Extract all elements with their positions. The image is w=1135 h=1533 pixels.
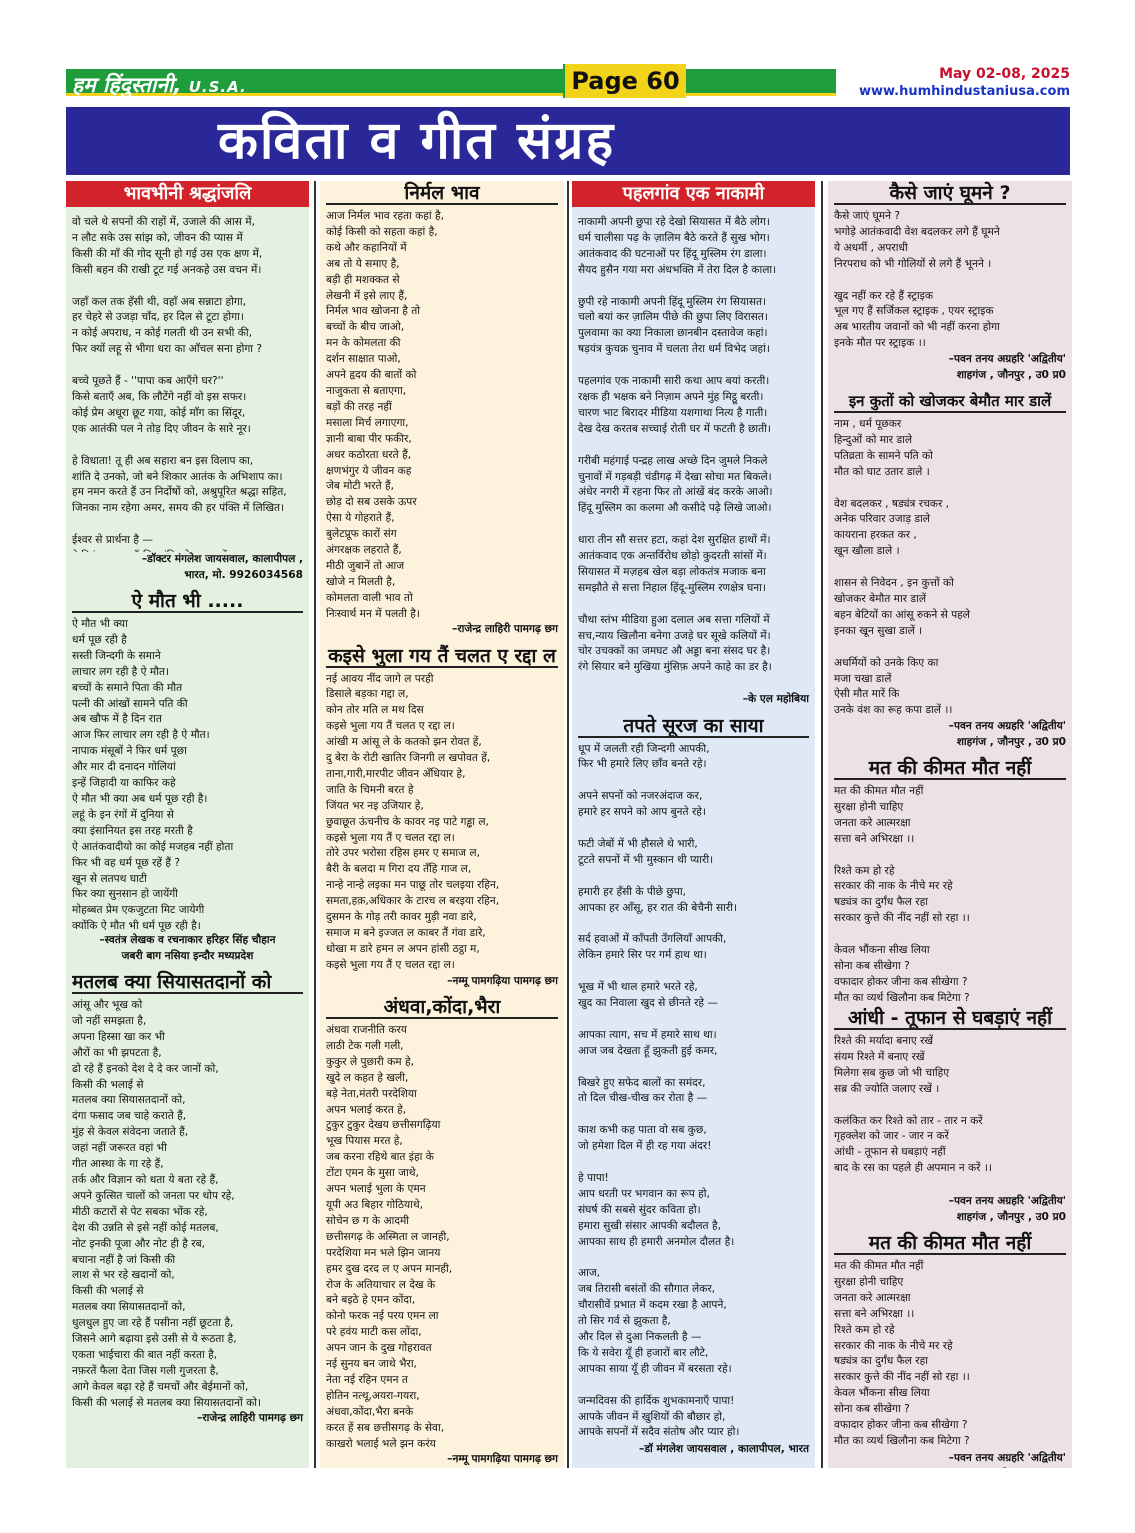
page-number: Page 60 <box>571 67 680 95</box>
section-banner <box>66 107 1070 175</box>
poem-title: कइसे भुला गय तैं चलत ए रद्दा ल <box>326 644 558 668</box>
poem <box>66 181 309 583</box>
poem-author: –नम्मू पामगढ़िया पामगढ़ छग <box>447 1453 558 1465</box>
poem-body: नाम , धर्म पूछकर हिन्दुओं को मार डाले पतिव्रता के सामने पति को मौत को घाट उतार डाले । वेश बदलकर , षड्यंत्र रचकर , अनेक परिवार उजाड़ डाले कायराना हरकत कर , खून खौला डाले । शासन से निवेदन , इन कुत्तों को खोजकर बेमौत मार डालें बहन बेटियों का आंसू रुकने से पहले इनका खून सुखा डालें । अधर्मियों को उनके किए का मजा चखा डालें ऐसी मौत मारें कि उनके वंश का रूह कपा डालें ।। <box>834 418 970 717</box>
website-link[interactable]: www.humhindustaniusa.com <box>858 84 1070 99</box>
poem-body: कैसे जाएं घूमने ? भगोड़े आतंकवादी वेश बदलकर लगे हैं घूमने ये अधर्मी , अपराधी निरपराध को भी गोलियों से लगे हैं भूनने । खुद नहीं कर रहे हैं स्ट्राइक भूल गए हैं सर्जिकल स्ट्राइक , एयर स्ट्राइक अब भारतीय जवानों को भी नहीं करना होगा इनके मौत पर स्ट्राइक ।। <box>834 210 1000 350</box>
poem-title: आंधी - तूफान से घबड़ाएं नहीं <box>834 1006 1066 1030</box>
poem <box>572 181 815 708</box>
column-divider <box>314 181 316 1468</box>
poem-author: –के एल महोबिया <box>742 693 809 705</box>
poem <box>828 1231 1072 1468</box>
poem-author: –डॉ मंगलेश जायसवाल , कालापीपल, भारत <box>639 1442 809 1455</box>
poem-body: ऐ मौत भी क्या धर्म पूछ रही है सस्ती जिन्दगी के समाने लाचार लग रही है ऐ मौत। बच्चों के समाने पिता की मौत पत्नी की आंखों सामने पति की अब खौफ में है दिन रात आज फिर लाचार लग रही है ऐ मौत। नापाक मंसूबों ने फिर धर्म पूछा और मार दी दनादन गोलियां इन्हें जिहादी या काफिर कहे ऐ मौत भी क्या अब धर्म पूछ रही है। लहूं के इन रंगों में दुनिया से क्या इंसानियत इस तरह मरती है ऐ आतंकवादीयो का कोई मजहब नहीं होता फिर भी वह धर्म पूछ रहें हैं ? खून से लतपथ घाटी फिर क्या सुनसान हो जायेंगी मोहब्बत प्रेम एकजुटता मिट जायेगी क्योंकि ऐ मौत भी धर्म पूछ रही है। <box>72 618 234 933</box>
poem <box>572 714 815 1458</box>
poem <box>828 1006 1072 1225</box>
poem-author: –नम्मू पामगढ़िया पामगढ़ छग <box>447 974 558 987</box>
poem <box>828 756 1072 1006</box>
poem-body: धूप में जलती रही जिन्दगी आपकी, फिर भी हमारे लिए छाँव बनते रहे। अपने सपनों को नजरअंदाज कर, हमारे हर सपने को आप बुनते रहे। फटी जेबों में भी हौसले थे भारी, टूटते सपनों में भी मुस्कान थी प्यारी। हमारी हर हँसी के पीछे छुपा, आपका हर आँसू, हर रात की बेचैनी सारी। सर्द हवाओं में काँपती उँगलियाँ आपकी, लेकिन हमारे सिर पर गर्म हाथ था। भूख में भी थाल हमारे भरते रहे, खुद का निवाला खुद से छीनते रहे — आपका त्याग, सच में हमारे साथ था। आज जब देखता हूँ झुकती हुई कमर, बिखरे हुए सफेद बालों का समंदर, तो दिल चीख-चीख कर रोता है — काश कभी कह पाता वो सब कुछ, जो हमेशा दिल में ही रह गया अंदर! हे पापा! आप धरती पर भगवान का रूप हो, संघर्ष की सबसे सुंदर कविता हो। हमारा सुखी संसार आपकी बदौलत है, आपका साथ ही हमारी अनमोल दौलत है। आज, जब तिरासी बसंतों की सौगात लेकर, चौरासीवें प्रभात में कदम रखा है आपने, तो सिर गर्व से झुकता है, और दिल से दुआ निकलती है — कि ये सवेरा यूँ ही हजारों बार लौटे, आपका साया यूँ ही जीवन में बरसता रहे। जन्मदिवस की हार्दिक शुभकामनाएँ पापा! आपके जीवन में खुशियों की बौछार हो, आपके सपनों में सदैव संतोष और प्यार हो। <box>578 742 740 1439</box>
poem-body: नई आवय नींद जागे ल परही डिसाले बड़का गद्दा ल, कोन तोर मति ल मथ दिस कइसे भुला गय तैं चलत ए रद्दा ल। आंखी म आंसू ले के कतको झन रोवत हें, दु बेरा के रोटी खातिर जिनगी ल खपोवत हें, ताना,गारी,मारपीट जीवन अँधियार हे, जाति के चिमनी बरत हे जिंयत भर नइ उजियार हे, छुवाछूत ऊंचनीच के कावर नइ पाटे गड्ढा ल, कइसे भुला गय तैं ए चलत रद्दा ल। तोरे उपर भरोसा रहिस हमर ए समाज ल, बैरी के बलदा म गिरा दय तँहि गाज ल, नान्हे नान्हे लइका मन पाछू तोर चलइया रहिन, समता,हक़,अधिकार के टारच ल बरइया रहिन, दुसमन के गोड़ तरी कावर मुड़ी नवा डारे, समाज म बने इज्जत ल काबर तैं गंवा डारे, धोखा म डारे हमन ल अपन हांसी ठट्ठा म, कइसे भुला गय तैं ए चलत रद्दा ल। <box>326 672 500 971</box>
poem-title: पहलगांव एक नाकामी <box>572 181 815 207</box>
poem-title: मत की कीमत मौत नहीं <box>834 756 1066 780</box>
poem-body: मत की कीमत मौत नहीं सुरक्षा होनी चाहिए जनता करे आत्मरक्षा सत्ता बने अभिरक्षा ।। रिश्ते कम हो रहे सरकार की नाक के नीचे मर रहे षड्यंत्र का दुर्गंध फैल रहा सरकार कुत्ते की नींद नहीं सो रहा ।। केवल भौंकना सीख लिया सोना कब सीखेगा ? वफादार होकर जीना कब सीखेगा ? मौत का व्यर्थ खिलौना कब मिटेगा ? <box>834 785 970 1004</box>
poem-body: अंधवा राजनीति करय लाठी टेक गली गली, कुकुर ले पुछारी कम हे, खुदे ल कहत हे खली, बड़े नेता,मंतरी परदेशिया अपन भलाई करत हे, टुकुर टुकुर देखय छत्तीसगढ़िया भूख पियास मरत हे, जब करना रहिथे बात इंहा के टोंटा एमन के मुसा जाथे, अपन भलाई भुला के एमन यूपी अउ बिहार गोठियाथे, सोचेन छ ग के आदमी छत्तीसगढ़ के अस्मिता ल जानही, परदेशिया मन भले झिन जानय हमर दुख दरद ल ए अपन मानही, रोज के अतियाचार ल देख के बने बइठे हे एमन कोंदा, कोनो फरक नई परय एमन ला परे हवंय माटी कस लोंदा, अपन जान के दुख गोहरावत नई सुनय बन जाथे भैरा, नेता नई रहिन एमन त होतिन नत्थू,अयरा-गयरा, अंधवा,कोंदा,भैरा बनके करत हें सब छत्तीसगढ़ के सेवा, काखरो भलाई भले झन करंय <box>326 1024 453 1450</box>
poem-title: इन कुतों को खोजकर बेमौत मार डालें <box>834 389 1066 413</box>
poem-body: नाकामी अपनी छुपा रहे देखो सियासत में बैठे लोग। धर्म चालीसा पढ़ के ज़ालिम बैठे करते हैं सुख भोग। आतंकवाद की घटनाओं पर हिंदू मुस्लिम रंग डाला। सैयद हुसैन गया मरा अंधभक्ति में तेरा दिल है काला। छुपी रहे नाकामी अपनी हिंदू मुस्लिम रंग सियासत। चलो बयां कर ज़ालिम पीछे की छुपा लिए विरासत। पुलवामा का क्या निकाला छानबीन दस्तावेज कहां। षड़यंत्र कुचक्र चुनाव में चलता तेरा धर्म विभेद जहां। पहलगांव एक नाकामी सारी कथा आप बयां करती। रक्षक ही भक्षक बने निज़ाम अपने मुंह मिट्ठू बरती। चारण भाट बिरादर मीडिया यशगाथा नित्य है गाती। देख देख करतब सच्चाई रोती घर में फटती है छाती। गरीबी महंगाई पन्द्रह लाख अच्छे दिन जुमले निकले चुनावों में गड़बड़ी चंडीगढ़ में देखा सोचा मत बिकले। अंधेर नगरी में रहना फिर तो आंखें बंद करके आओ। हिंदू मुस्लिम का कलमा औ कसीदे पढ़े लिखे जाओ। धारा तीन सौ सत्तर हटा, कहां देश सुरक्षित हाथों में। आतंकवाद एक अन्तर्विरोध छोड़ो कुदरती सांसों में। सियासत में मज़हब खेल बड़ा लोकतंत्र मजाक बना समझौते से सत्ता निहाल हिंदू-मुस्लिम रणक्षेत्र घना। चौथा स्तंभ मीडिया हुआ दलाल अब सत्ता गलियों में सच,न्याय खिलौना बनेगा उजड़े घर सूखे कलियों में। चोर उचक्कों का जमघट औ अड्डा बना संसद घर है। रंगे सियार बने मुखिया मुंसिफ़ अपने काहे का डर है। <box>578 216 777 674</box>
poem-body: मत की कीमत मौत नहीं सुरक्षा होनी चाहिए जनता करे आत्मरक्षा सत्ता बने अभिरक्षा ।। रिश्ते कम हो रहे सरकार की नाक के नीचे मर रहे षड्यंत्र का दुर्गंध फैल रहा सरकार कुत्ते की नींद नहीं सो रहा ।। केवल भौंकना सीख लिया सोना कब सीखेगा ? वफादार होकर जीना कब सीखेगा ? मौत का व्यर्थ खिलौना कब मिटेगा ? <box>834 1260 970 1447</box>
poem-title: मतलब क्या सियासतदानों को <box>72 970 303 994</box>
poem-body: आंसू और भूख को जो नहीं समझता है, अपना हिस्सा खा कर भी औरों का भी झपटता है, ढो रहे हैं इनको देश दे दे कर जानों को, किसी की भलाई से मतलब क्या सियासतदानों को, दंगा फसाद जब चाहे कराते हैं, मुंह से केवल संवेदना जताते हैं, जहां नहीं जरूरत वहां भी गीत आस्था के गा रहे हैं, तर्क और विज्ञान को धता ये बता रहे हैं, अपने कुत्सित चालों को जनता पर थोप रहे, मीठी कटारों से पेट सबका भोंक रहे, देश की उन्नति से इसे नहीं कोई मतलब, नोट इनकी पूजा और नोट ही है रब, बचाना नहीं है जां किसी की लाश से भर रहे खदानों को, किसी की भलाई से मतलब क्या सियासतदानों को, धुलधुल हुए जा रहे हैं पसीना नहीं छूटता है, जिसने आगे बढ़ाया इसे उसी से ये रूठता है, एकता भाईचारा की बात नहीं करता है, नफ़रतें फैला देता जिस गली गुजरता है, आगे केवल बढ़ा रहे हैं चमचों और बेईमानों को, किसी की भलाई से मतलब क्या सियासतदानों को। <box>72 999 262 1409</box>
poem-body: वो चले थे सपनों की राहों में, उजाले की आस में, न लौट सके उस सांझ को, जीवन की प्यास में किसी की माँ की गोद सूनी हो गई उस एक क्षण में, किसी बहन की राखी टूट गई अनकहे उस वचन में। जहाँ कल तक हँसी थी, वहाँ अब सन्नाटा होगा, हर चेहरे से उजड़ा चाँद, हर दिल से टूटा होगा। न कोई अपराध, न कोई गलती थी उन सभी की, फिर क्यों लहू से भीगा धरा का आँचल सना होगा ? बच्चे पूछते हैं - ''पापा कब आएँगे घर?'' किसे बताएँ अब, कि लौटेंगे नहीं वो इस सफर। कोई प्रेम अधूरा छूट गया, कोई माँग का सिंदूर, एक आतंकी पल ने तोड़ दिए जीवन के सारे नूर। हे विधाता! तू ही अब सहारा बन इस विलाप का, शांति दे उनको, जो बने शिकार आतंक के अभिशाप का। हम नमन करते हैं उन निर्दोषों को, अश्रुपूरित श्रद्धा सहित, जिनका नाम रहेगा अमर, समय की हर पंक्ति में लिखित। ईश्वर से प्रार्थना है — <box>72 216 287 547</box>
poem <box>66 970 309 1427</box>
poem <box>828 389 1072 750</box>
poem <box>320 644 564 990</box>
column-divider <box>567 181 569 1468</box>
poem-title: कैसे जाएं घूमने ? <box>834 181 1066 205</box>
brand-bar <box>66 69 563 96</box>
column-1 <box>66 181 309 1468</box>
newspaper-name: हम हिंदुस्तानी, U.S.A. <box>72 73 247 97</box>
poem-author: –स्वतंत्र लेखक व रचनाकार हरिहर सिंह चौहान जबरी बाग नसिया इन्दौर मध्यप्रदेश <box>99 934 276 962</box>
poem <box>828 181 1072 383</box>
poem-author: –डॉक्टर मंगलेश जायसवाल, कालापीपल , भारत, मो. 9926034568 <box>141 553 303 581</box>
poem-body: रिश्ते की मर्यादा बनाए रखें संयम रिश्ते में बनाए रखें मिलेगा सब कुछ जो भी चाहिए सब्र की ज्योति जलाए रखें । कलंकित कर रिश्ते को तार - तार न करें गृहक्लेश को जार - जार न करें आंधी - तूफान से घबड़ाएं नहीं बाद के रस का पहले ही अपमान न करें ।। <box>834 1035 992 1175</box>
column-2 <box>320 181 564 1468</box>
poem <box>320 995 564 1468</box>
masthead <box>66 64 1070 104</box>
poem <box>320 181 564 638</box>
poem-author: –पवन तनय अग्रहरि 'अद्वितीय' शाहगंज , जौनपुर , उ0 प्र0 <box>948 720 1066 748</box>
issue-date: May 02-08, 2025 <box>939 66 1070 82</box>
poem <box>66 589 309 964</box>
poem-author: –राजेन्द्र लाहिरी पामगढ़ छग <box>197 1412 303 1424</box>
column-4 <box>828 181 1072 1468</box>
column-divider <box>821 181 823 1468</box>
page-number-box <box>563 64 686 98</box>
poem-title: भावभीनी श्रद्धांजलि <box>66 181 309 207</box>
poem-body: आज निर्मल भाव रहता कहां है, कोई किसी को सहता कहां है, कथे और कहानियों में अब तो ये समाए है, बड़ी ही मशक्कत से लेखनी में इसे लाए हैं, निर्मल भाव खोजना है तो बच्चों के बीच जाओ, मन के कोमलता की दर्शन साक्षात पाओ, अपने हृदय की बातों को नाजुकता से बताएगा, बड़ों की तरह नहीं मसाला मिर्च लगाएगा, ज्ञानी बाबा पीर फकीर, अधर कठोरता धरते हैं, क्षणभंगुर ये जीवन कह जेब मोटी भरते हैं, छोड़ दो सब उसके ऊपर ऐसा ये गोहराते हैं, बुलेटप्रूफ कारों संग अंगरक्षक लहराते हैं, मीठी जुबानें तो आज खोजे न मिलती है, कोमलता वाली भाव तो निःस्वार्थ मन में पलती है। <box>326 210 444 620</box>
header-bar-tail <box>686 69 836 96</box>
poem-title: मत की कीमत मौत नहीं <box>834 1231 1066 1255</box>
poem-author: –पवन तनय अग्रहरि 'अद्वितीय' शाहगंज , जौनपुर , उ0 प्र0 <box>948 1195 1066 1223</box>
poem-author: –राजेन्द्र लाहिरी पामगढ़ छग <box>452 623 558 635</box>
section-title: कविता व गीत संग्रह <box>218 111 616 171</box>
poem-author: –पवन तनय अग्रहरि 'अद्वितीय' <box>948 1452 1066 1464</box>
column-3 <box>572 181 815 1468</box>
poem-title: तपते सूरज का साया <box>578 714 809 738</box>
poem-title: अंधवा,कोंदा,भैरा <box>326 995 558 1019</box>
poem-title: निर्मल भाव <box>326 181 558 205</box>
poem-author: –पवन तनय अग्रहरि 'अद्वितीय' शाहगंज , जौनपुर , उ0 प्र0 <box>948 353 1066 381</box>
poem-title: ऐ मौत भी ..... <box>72 589 303 613</box>
